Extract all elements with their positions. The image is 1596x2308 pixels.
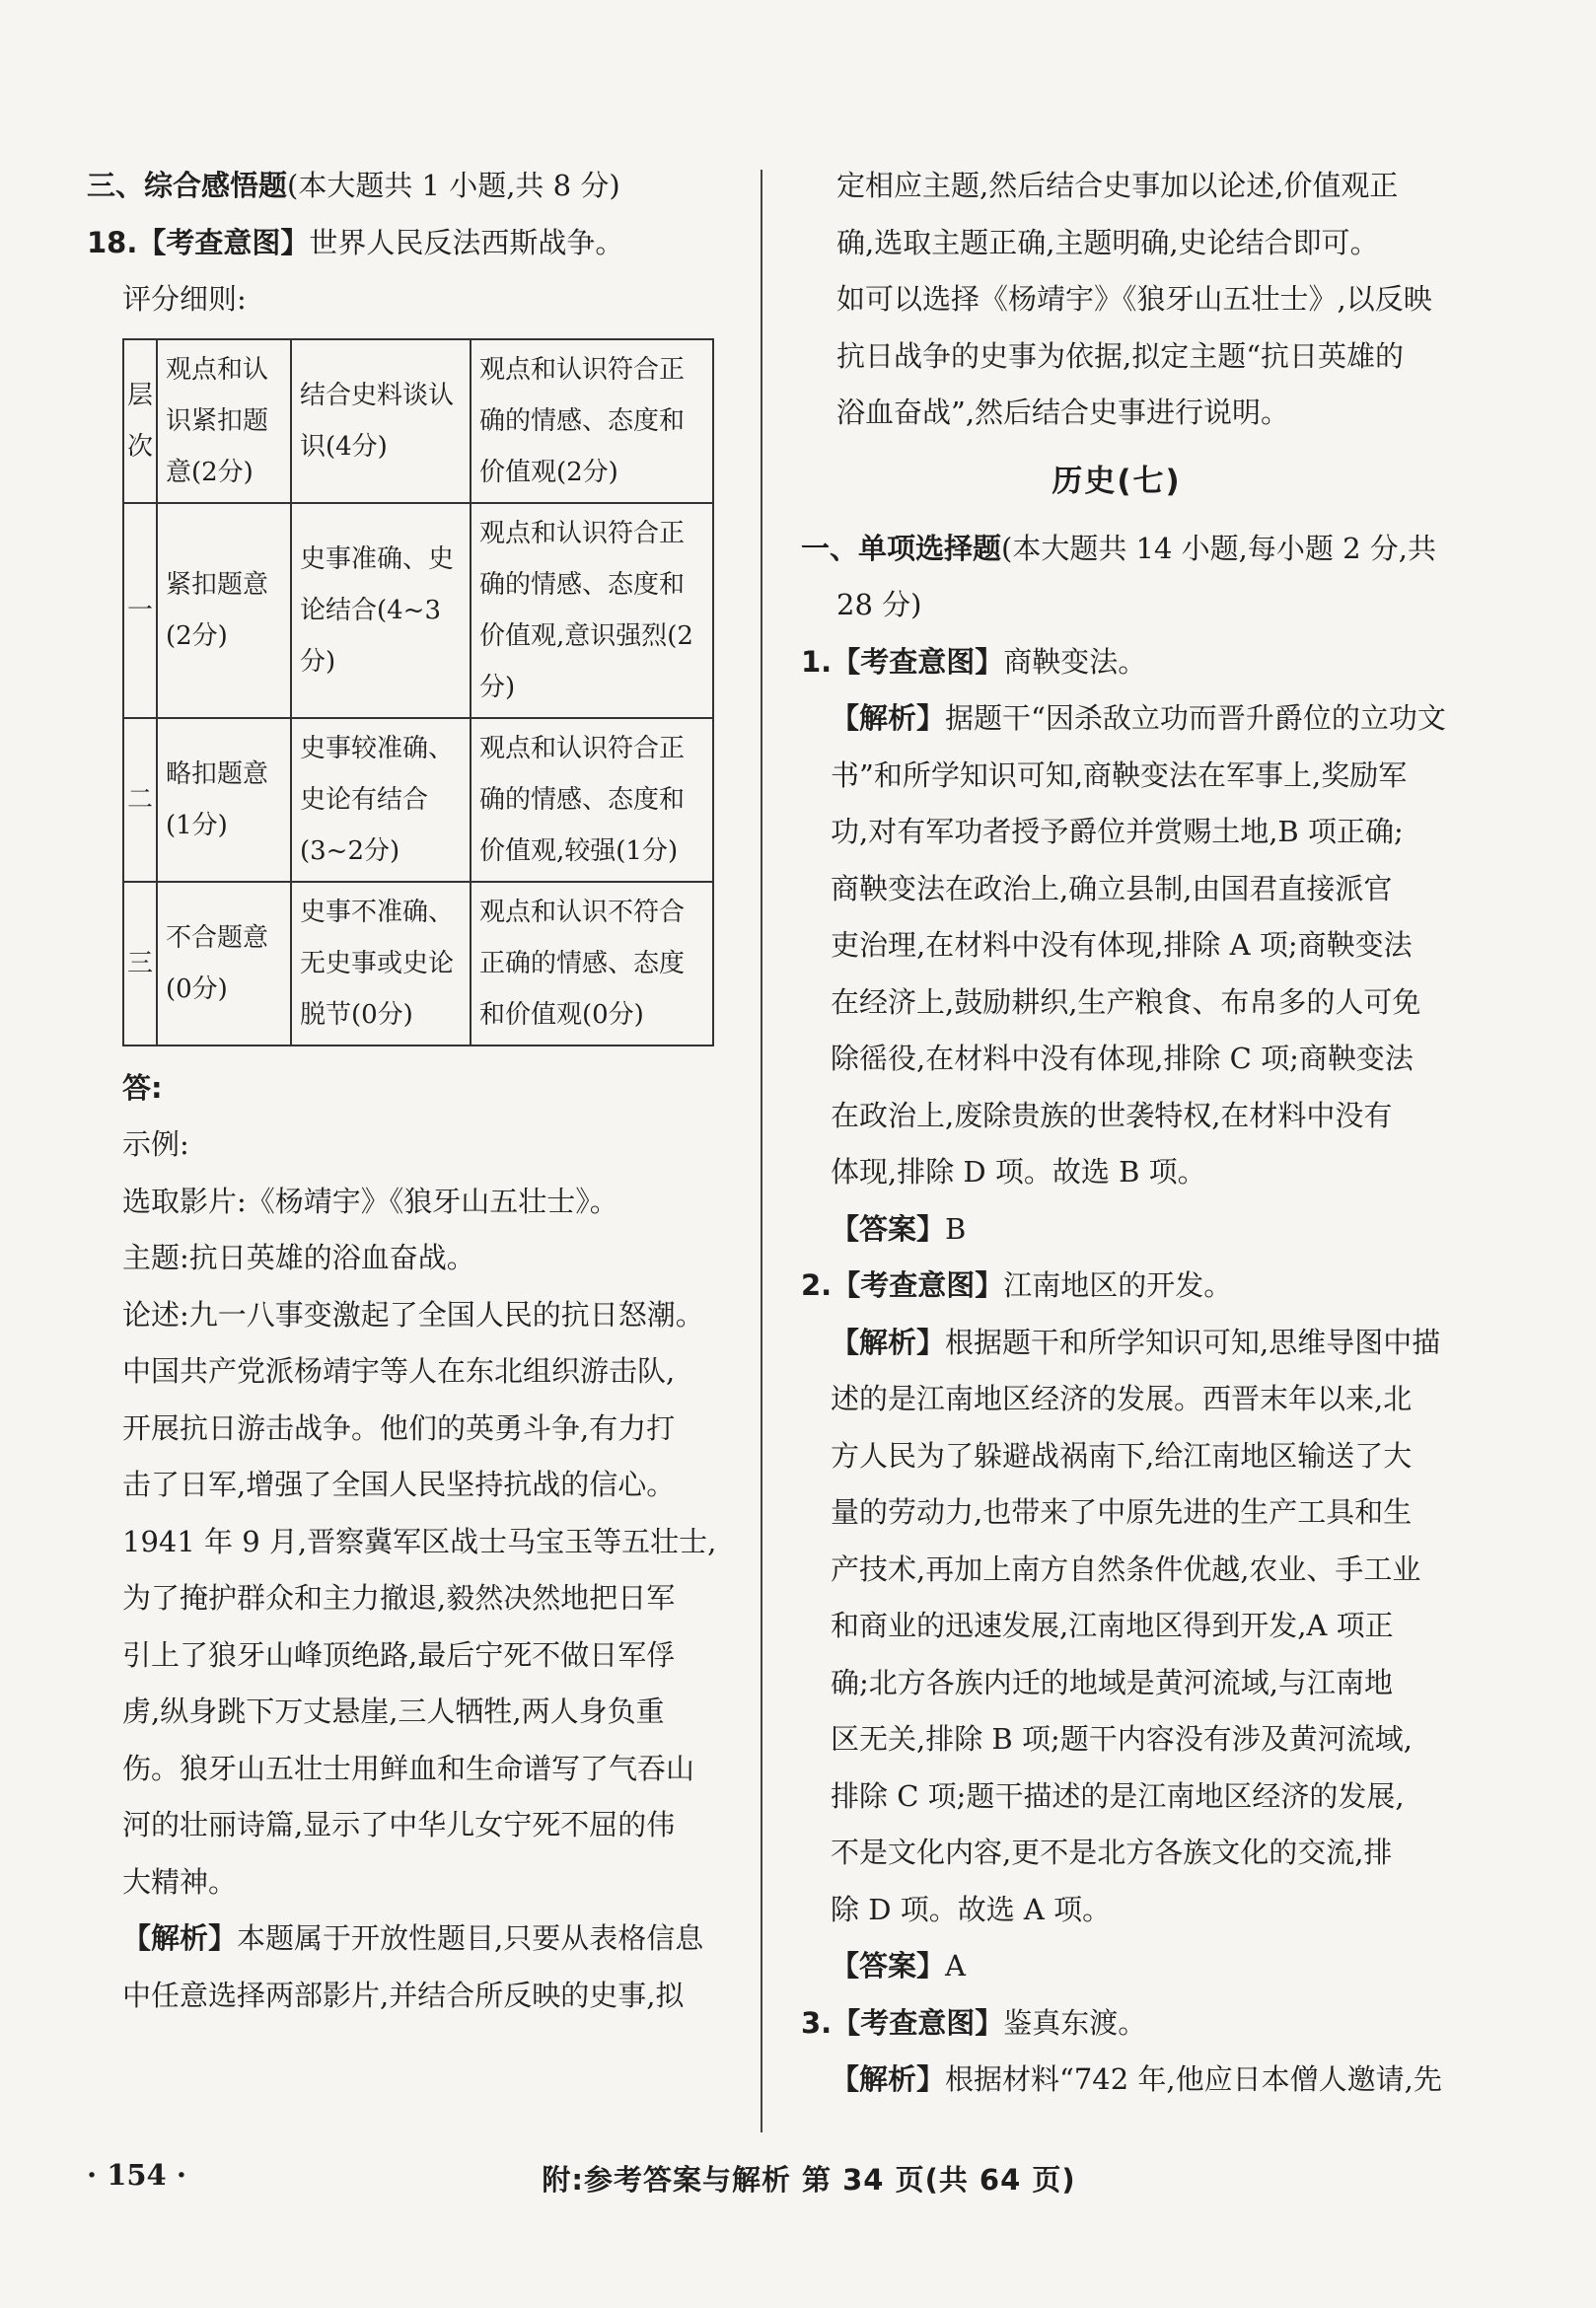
analysis-text: 根据材料“742 年,他应日本僧人邀请,先 xyxy=(945,2062,1442,2096)
column-divider xyxy=(761,170,762,2132)
analysis-line: 方人民为了躲避战祸南下,给江南地区输送了大 xyxy=(831,1438,1413,1473)
q2-intent-tag: 【考查意图】 xyxy=(832,1268,1004,1302)
analysis-line: 不是文化内容,更不是北方各族文化的交流,排 xyxy=(831,1836,1393,1869)
q1-answer xyxy=(801,1201,1432,1259)
answer-line: 伤。狼牙山五壮士用鲜血和生命谱写了气吞山 xyxy=(122,1751,695,1785)
table-cell: 史事不准确、无史事或史论脱节(0分) xyxy=(291,882,471,1046)
analysis-line: 产技术,再加上南方自然条件优越,农业、手工业 xyxy=(831,1551,1421,1586)
page-number: · 154 · xyxy=(87,2158,186,2192)
table-row xyxy=(123,503,713,718)
answer-line: 为了掩护群众和主力撤退,毅然决然地把日军 xyxy=(122,1581,676,1615)
q3-intent-tag: 【考查意图】 xyxy=(832,2005,1004,2040)
table-row xyxy=(123,882,713,1046)
q1-intent xyxy=(801,634,1432,691)
table-cell: 不合题意(0分) xyxy=(157,882,291,1046)
section1-note-cont: 28 分) xyxy=(836,588,922,621)
rubric-label: 评分细则: xyxy=(122,282,247,316)
analysis-text: 本题属于开放性题目,只要从表格信息 xyxy=(237,1921,704,1955)
analysis-line: 功,对有军功者授予爵位并赏赐土地,B 项正确; xyxy=(831,815,1404,848)
analysis-tag: 【解析】 xyxy=(831,2062,946,2096)
answer-line: 1941 年 9 月,晋察冀军区战士马宝玉等五壮士, xyxy=(122,1524,717,1558)
table-header-row xyxy=(123,339,713,503)
analysis-line: 中任意选择两部影片,并结合所反映的史事,拟 xyxy=(122,1978,685,2012)
analysis-text: 据题干“因杀敌立功而晋升爵位的立功文 xyxy=(945,701,1446,735)
table-cell: 略扣题意(1分) xyxy=(157,718,291,882)
table-cell: 二 xyxy=(123,718,157,882)
answer-value: B xyxy=(945,1211,967,1246)
q18-number: 18. xyxy=(87,225,138,259)
answer-line: 示例: xyxy=(122,1127,189,1161)
q2-intent xyxy=(801,1258,1432,1315)
q18-intent-text: 世界人民反法西斯战争。 xyxy=(309,225,624,259)
section-title: 历史(七) xyxy=(1052,463,1182,499)
analysis-line: 排除 C 项;题干描述的是江南地区经济的发展, xyxy=(831,1778,1405,1813)
q2-answer xyxy=(801,1938,1432,1995)
q2-number: 2. xyxy=(801,1268,833,1302)
footer-title: 附:参考答案与解析 第 34 页(共 64 页) xyxy=(542,2163,1076,2197)
section1-heading xyxy=(801,521,1436,578)
answer-line: 论述:九一八事变激起了全国人民的抗日怒潮。 xyxy=(122,1297,704,1332)
table-cell: 结合史料谈认识(4分) xyxy=(291,339,471,503)
scoring-table xyxy=(122,338,714,1046)
answer-line: 引上了狼牙山峰顶绝路,最后宁死不做日军俘 xyxy=(122,1637,676,1672)
section1-title: 一、单项选择题 xyxy=(801,531,1002,565)
table-cell: 史事较准确、史论有结合(3~2分) xyxy=(291,718,471,882)
q3-number: 3. xyxy=(801,2005,833,2040)
q18-intent xyxy=(87,215,738,272)
analysis-line: 量的劳动力,也带来了中原先进的生产工具和生 xyxy=(831,1495,1413,1529)
q3-analysis-first xyxy=(801,2052,1442,2109)
page-footer xyxy=(0,2158,1596,2207)
answer-value: A xyxy=(945,1949,966,1983)
answer-tag: 【答案】 xyxy=(831,1949,946,1983)
answer-line: 中国共产党派杨靖宇等人在东北组织游击队, xyxy=(122,1354,676,1388)
left-column xyxy=(87,158,738,2024)
continuation-line: 定相应主题,然后结合史事加以论述,价值观正 xyxy=(836,169,1399,202)
table-cell: 观点和认识紧扣题意(2分) xyxy=(157,339,291,503)
table-cell: 观点和认识符合正确的情感、态度和价值观,较强(1分) xyxy=(471,718,713,882)
section3-note: (本大题共 1 小题,共 8 分) xyxy=(287,169,620,202)
answer-line: 虏,纵身跳下万丈悬崖,三人牺牲,两人身负重 xyxy=(122,1695,665,1728)
q3-intent-text: 鉴真东渡。 xyxy=(1003,2005,1147,2040)
q1-intent-tag: 【考查意图】 xyxy=(832,644,1004,679)
analysis-line: 除 D 项。故选 A 项。 xyxy=(831,1892,1112,1926)
section3-title: 三、综合感悟题 xyxy=(87,169,288,202)
analysis-tag: 【解析】 xyxy=(831,701,946,735)
q1-number: 1. xyxy=(801,644,833,679)
section3-heading xyxy=(87,158,738,215)
table-cell: 观点和认识不符合正确的情感、态度和价值观(0分) xyxy=(471,882,713,1046)
answer-line: 大精神。 xyxy=(122,1864,238,1899)
right-column xyxy=(801,158,1446,2109)
analysis-line: 商鞅变法在政治上,确立县制,由国君直接派官 xyxy=(831,871,1393,905)
answer-line: 击了日军,增强了全国人民坚持抗战的信心。 xyxy=(122,1468,676,1501)
analysis-tag: 【解析】 xyxy=(831,1325,946,1359)
analysis-tag: 【解析】 xyxy=(122,1921,238,1955)
analysis-line: 区无关,排除 B 项;题干内容没有涉及黄河流域, xyxy=(831,1722,1413,1756)
analysis-line: 确;北方各族内迁的地域是黄河流域,与江南地 xyxy=(831,1665,1393,1699)
q1-analysis-first xyxy=(801,690,1446,748)
table-cell: 三 xyxy=(123,882,157,1046)
analysis-line: 在经济上,鼓励耕织,生产粮食、布帛多的人可免 xyxy=(831,984,1421,1019)
table-cell: 观点和认识符合正确的情感、态度和价值观,意识强烈(2分) xyxy=(471,503,713,718)
analysis-line: 在政治上,废除贵族的世袭特权,在材料中没有 xyxy=(831,1098,1393,1132)
q2-intent-text: 江南地区的开发。 xyxy=(1003,1268,1233,1302)
table-cell: 紧扣题意(2分) xyxy=(157,503,291,718)
q18-intent-tag: 【考查意图】 xyxy=(137,225,310,259)
answer-line: 主题:抗日英雄的浴血奋战。 xyxy=(122,1241,475,1274)
q1-intent-text: 商鞅变法。 xyxy=(1003,644,1147,679)
answer-line: 选取影片:《杨靖宇》《狼牙山五壮士》。 xyxy=(122,1184,618,1218)
analysis-line: 述的是江南地区经济的发展。西晋末年以来,北 xyxy=(831,1382,1413,1415)
q2-analysis-first xyxy=(801,1315,1441,1372)
continuation-line: 确,选取主题正确,主题明确,史论结合即可。 xyxy=(836,225,1379,259)
continuation-line: 抗日战争的史事为依据,拟定主题“抗日英雄的 xyxy=(836,338,1405,373)
table-cell: 观点和认识符合正确的情感、态度和价值观(2分) xyxy=(471,339,713,503)
analysis-text: 根据题干和所学知识可知,思维导图中描 xyxy=(945,1325,1441,1359)
analysis-line: 书”和所学知识可知,商鞅变法在军事上,奖励军 xyxy=(831,757,1408,792)
answer-line: 河的壮丽诗篇,显示了中华儿女宁死不屈的伟 xyxy=(122,1808,676,1841)
table-cell: 史事准确、史论结合(4~3分) xyxy=(291,503,471,718)
analysis-line: 吏治理,在材料中没有体现,排除 A 项;商鞅变法 xyxy=(831,928,1413,962)
analysis-line: 除徭役,在材料中没有体现,排除 C 项;商鞅变法 xyxy=(831,1042,1414,1075)
table-cell: 一 xyxy=(123,503,157,718)
q3-intent xyxy=(801,1995,1432,2053)
table-cell: 层次 xyxy=(123,339,157,503)
continuation-line: 浴血奋战”,然后结合史事进行说明。 xyxy=(836,396,1290,429)
answer-line: 开展抗日游击战争。他们的英勇斗争,有力打 xyxy=(122,1410,676,1445)
answer-label: 答: xyxy=(122,1070,163,1105)
continuation-line: 如可以选择《杨靖宇》《狼牙山五壮士》,以反映 xyxy=(836,282,1432,316)
section1-note: (本大题共 14 小题,每小题 2 分,共 xyxy=(1001,531,1436,565)
analysis-first-line xyxy=(87,1911,738,1968)
answer-tag: 【答案】 xyxy=(831,1211,946,1246)
table-row xyxy=(123,718,713,882)
analysis-line: 和商业的迅速发展,江南地区得到开发,A 项正 xyxy=(831,1609,1394,1642)
analysis-line: 体现,排除 D 项。故选 B 项。 xyxy=(831,1155,1206,1189)
